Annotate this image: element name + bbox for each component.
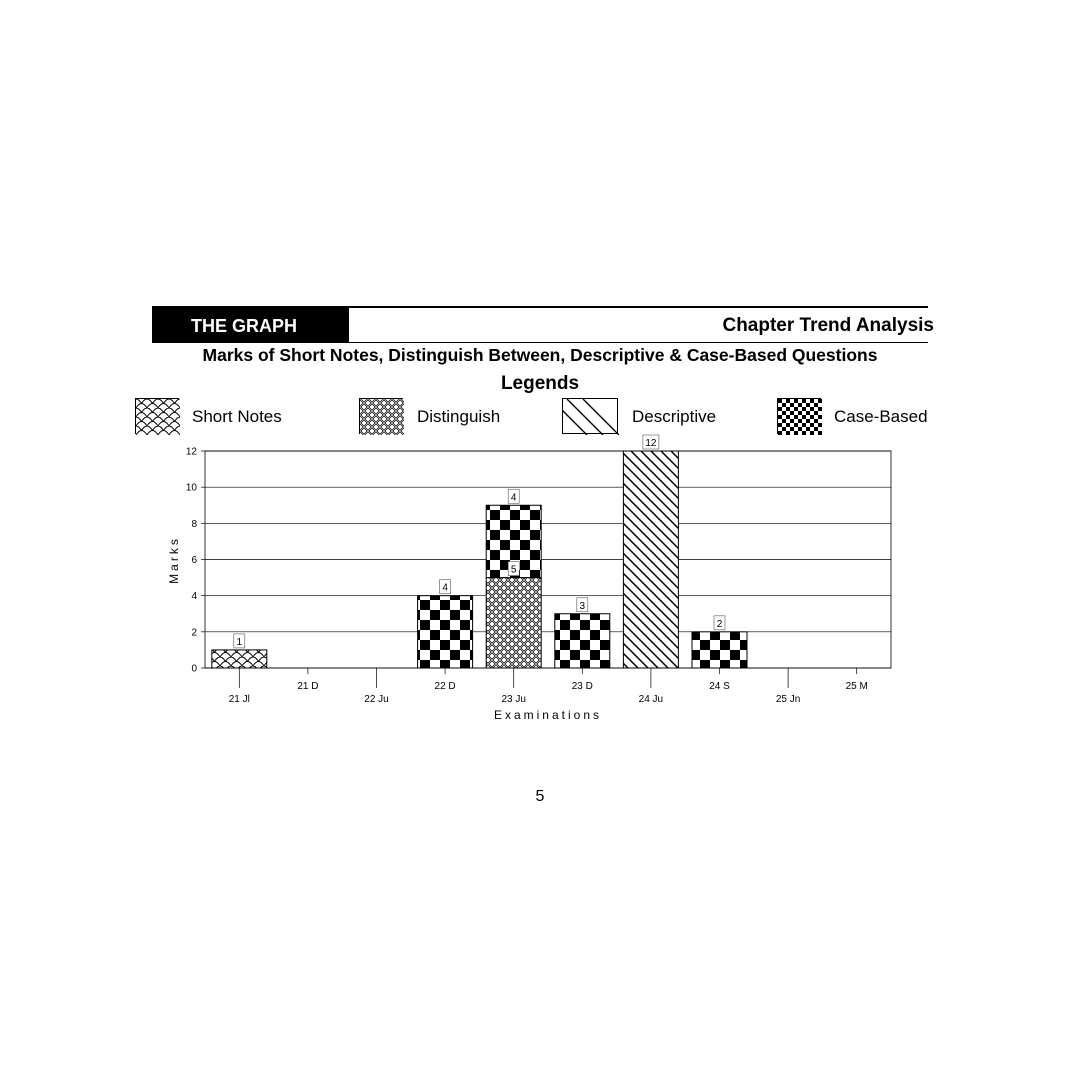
data-label: 4 [510,492,517,504]
x-tick-label: 25 Jn [775,694,801,705]
data-label: 1 [236,636,243,648]
data-label: 12 [645,438,657,449]
legend-label-case-based: Case-Based [834,407,928,426]
data-label: 3 [579,600,586,612]
x-tick-label: 24 Ju [638,694,664,705]
bar [212,650,267,668]
y-tick-label: 4 [191,591,197,603]
legend-label-short-notes: Short Notes [192,407,282,426]
y-tick-label: 8 [191,518,197,530]
data-label: 5 [510,564,517,576]
x-tick-label: 25 M [845,681,868,692]
page-number: 5 [535,788,545,805]
legend-label-descriptive: Descriptive [632,407,717,426]
x-tick-label: 23 D [571,681,593,692]
y-tick-label: 12 [185,446,197,458]
x-tick-label: 22 Ju [364,694,389,705]
bar [692,632,747,668]
bar [555,614,610,668]
x-axis-label: Examinations [493,708,603,722]
chart-grid [201,451,891,688]
data-label: 4 [442,582,448,594]
section-tag: THE GRAPH [152,308,349,342]
y-tick-label: 6 [191,555,197,566]
y-tick-label: 2 [191,627,197,639]
section-title: Chapter Trend Analysis [722,315,934,336]
x-tick-label: 21 Jl [228,694,250,705]
bar [418,596,473,668]
y-axis-label: Marks [167,536,181,584]
data-label: 2 [716,618,723,630]
x-tick-label: 23 Ju [501,694,526,705]
x-tick-label: 24 S [709,681,730,692]
legend-title: Legends [500,373,580,394]
bar [486,578,541,668]
legend-label-distinguish: Distinguish [417,407,501,426]
y-tick-label: 0 [191,663,197,675]
x-tick-label: 22 D [434,681,456,692]
x-tick-label: 21 D [297,681,319,692]
y-tick-label: 10 [185,482,197,494]
bar [623,451,678,668]
chart-subtitle: Marks of Short Notes, Distinguish Between, Descriptive & Case-Based Questions [202,345,878,365]
